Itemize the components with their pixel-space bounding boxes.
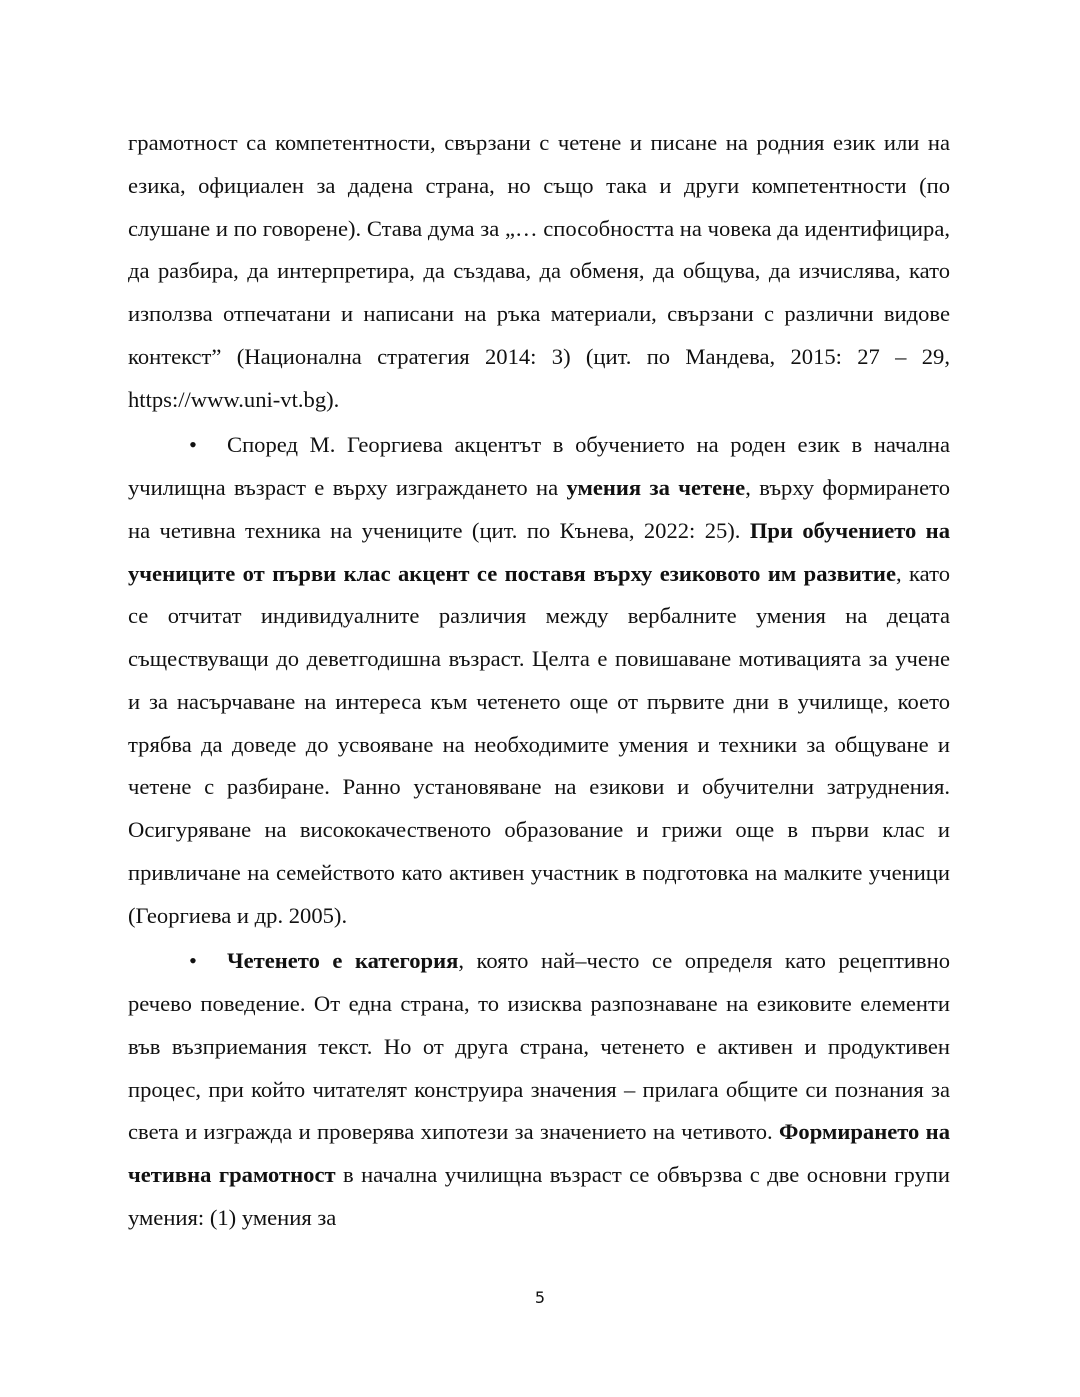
bullet-icon: • xyxy=(189,948,197,974)
bold-phrase: Четенето е категория xyxy=(227,948,459,974)
bullet-paragraph-reading xyxy=(128,940,950,1239)
bullet-icon: • xyxy=(189,432,197,458)
paragraph-continuation xyxy=(128,122,950,421)
paragraph-text: , която най–често се определя като рецептивно речево поведение. От една страна, то изисква разпознаване на езиковите елементи във възприемания текст. Но от друга страна, четенето е активен и продуктивен процес, при който читателят конструира значения – прилага общите си познания за света и изгражда и проверява хипотези за значението на четивото. xyxy=(128,948,950,1145)
paragraph-text: Според М. Георгиева акцентът в обучението на роден език в начална училищна възраст е върху изграждането на xyxy=(128,432,950,500)
bold-phrase: Формирането на четивна грамотност xyxy=(128,1119,950,1187)
paragraph-text: , като се отчитат индивидуалните различия между вербалните умения на децата съществуващи до деветгодишна възраст. Целта е повишаване мотивацията за учене и за насърчаване на интереса към четенето още от първите дни в училище, което трябва да доведе до усвояване на необходимите умения и техники за общуване и четене с разбиране. Ранно установяване на езикови и обучителни затруднения. Осигуряване на висококачественото образование и грижи още в първи клас и привличане на семейството като активен участник в подготовка на малките ученици (Георгиева и др. 2005). xyxy=(128,560,950,928)
paragraph-text: грамотност са компетентности, свързани с четене и писане на родния език или на езика, официален за дадена страна, но също така и други компетентности (по слушане и по говорене). Става дума за „… способността на човека да идентифицира, да разбира, да интерпретира, да създава, да обменя, да общува, да изчислява, като използва отпечатани и написани на ръка материали, свързани с различни видове контекст” (Национална стратегия 2014: 3) (цит. по Мандева, 2015: 27 – 29, https://www.uni-vt.bg). xyxy=(128,130,950,412)
page-number: 5 xyxy=(534,1288,546,1307)
bold-phrase: умения за четене xyxy=(566,475,746,500)
bullet-paragraph-georgieva xyxy=(128,424,950,937)
paragraph-text: в начална училищна възраст се обвързва с две основни групи умения: (1) умения за xyxy=(128,1162,950,1230)
bold-phrase: При обучението на учениците от първи клас акцент се поставя върху езиковото им развитие xyxy=(128,517,950,586)
body-text xyxy=(128,122,950,1240)
paragraph-text: , върху формирането на четивна техника на учениците (цит. по Кънева, 2022: 25). xyxy=(128,475,950,543)
